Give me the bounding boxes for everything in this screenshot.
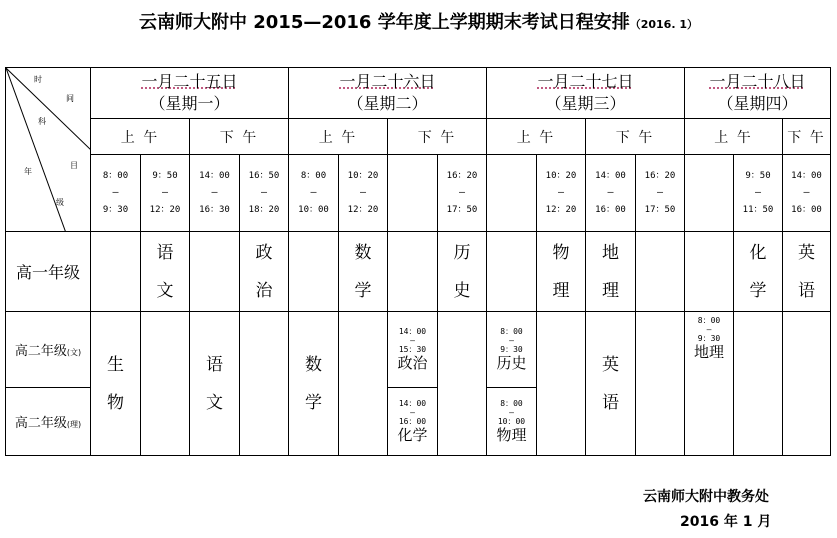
time-slot-cell: 16：20 — 17：50 — [636, 155, 685, 232]
empty-cell — [240, 312, 289, 456]
empty-cell — [141, 312, 190, 456]
time-slot-cell — [685, 155, 734, 232]
day-header: 一月二十八日 （星期四） — [685, 68, 831, 119]
time-slot-cell — [388, 155, 438, 232]
time-slot-cell: 9：50 — 11：50 — [734, 155, 783, 232]
pm-header: 下 午 — [388, 119, 487, 155]
empty-cell — [487, 232, 537, 312]
corner-diagonal-lines — [6, 68, 91, 232]
split-exam-cell: 8：00 — 9：30 地理 — [685, 312, 734, 456]
empty-cell — [289, 232, 339, 312]
empty-cell — [388, 232, 438, 312]
time-slot-cell: 14：00 — 16：00 — [783, 155, 831, 232]
empty-cell — [190, 232, 240, 312]
title-main: 云南师大附中 2015—2016 学年度上学期期末考试日程安排 — [138, 12, 630, 33]
corner-label: 级 — [56, 198, 64, 207]
header-corner-cell — [6, 68, 91, 232]
split-exam-cell: 8：00 — 10：00 物理 — [487, 388, 537, 456]
pm-header: 下 午 — [783, 119, 831, 155]
time-slot-cell: 14：00 — 16：30 — [190, 155, 240, 232]
time-slot-cell: 9：50 — 12：20 — [141, 155, 190, 232]
time-slot-cell — [487, 155, 537, 232]
empty-cell — [438, 312, 487, 456]
subject-cell: 英 语 — [783, 232, 831, 312]
time-slot-cell: 14：00 — 16：00 — [586, 155, 636, 232]
subject-cell: 政 治 — [240, 232, 289, 312]
empty-cell — [734, 312, 783, 456]
split-exam-cell: 14：00 — 16：00 化学 — [388, 388, 438, 456]
split-exam-cell: 8：00 — 9：30 历史 — [487, 312, 537, 388]
day-header: 一月二十五日 （星期一） — [91, 68, 289, 119]
time-slot-cell: 8：00 — 9：30 — [91, 155, 141, 232]
subject-cell: 化 学 — [734, 232, 783, 312]
empty-cell — [783, 312, 831, 456]
split-exam-cell: 14：00 — 15：30 政治 — [388, 312, 438, 388]
am-header: 上 午 — [289, 119, 388, 155]
empty-cell — [537, 312, 586, 456]
footer-org: 云南师大附中教务处 — [643, 489, 769, 505]
time-slot-cell: 10：20 — 12：20 — [339, 155, 388, 232]
am-header: 上 午 — [487, 119, 586, 155]
grade-label-g2-wen: 高二年级(文) — [6, 312, 91, 388]
corner-label: 时 — [34, 75, 42, 84]
corner-label: 目 — [70, 161, 78, 170]
time-slot-cell: 10：20 — 12：20 — [537, 155, 586, 232]
subject-cell: 历 史 — [438, 232, 487, 312]
subject-cell: 物 理 — [537, 232, 586, 312]
corner-label: 科 — [38, 117, 46, 126]
am-header: 上 午 — [91, 119, 190, 155]
subject-cell: 地 理 — [586, 232, 636, 312]
grade-label-g2-li: 高二年级(理) — [6, 388, 91, 456]
title-date: （2016. 1） — [629, 18, 698, 31]
schedule-table — [5, 67, 831, 456]
page-title — [0, 8, 837, 34]
pm-header: 下 午 — [586, 119, 685, 155]
time-slot-cell: 8：00 — 10：00 — [289, 155, 339, 232]
empty-cell — [636, 232, 685, 312]
day-header: 一月二十六日 （星期二） — [289, 68, 487, 119]
day-header: 一月二十七日 （星期三） — [487, 68, 685, 119]
empty-cell — [339, 312, 388, 456]
subject-cell: 数 学 — [339, 232, 388, 312]
subject-cell: 语 文 — [190, 312, 240, 456]
time-slot-cell: 16：20 — 17：50 — [438, 155, 487, 232]
empty-cell — [91, 232, 141, 312]
subject-cell: 语 文 — [141, 232, 190, 312]
subject-cell: 生 物 — [91, 312, 141, 456]
time-slot-cell: 16：50 — 18：20 — [240, 155, 289, 232]
am-header: 上 午 — [685, 119, 783, 155]
empty-cell — [685, 232, 734, 312]
corner-label: 年 — [24, 167, 32, 176]
subject-cell: 数 学 — [289, 312, 339, 456]
grade-label-g1: 高一年级 — [6, 232, 91, 312]
footer-date: 2016 年 1 月 — [680, 514, 772, 530]
subject-cell: 英 语 — [586, 312, 636, 456]
pm-header: 下 午 — [190, 119, 289, 155]
empty-cell — [636, 312, 685, 456]
corner-label: 间 — [66, 94, 74, 103]
